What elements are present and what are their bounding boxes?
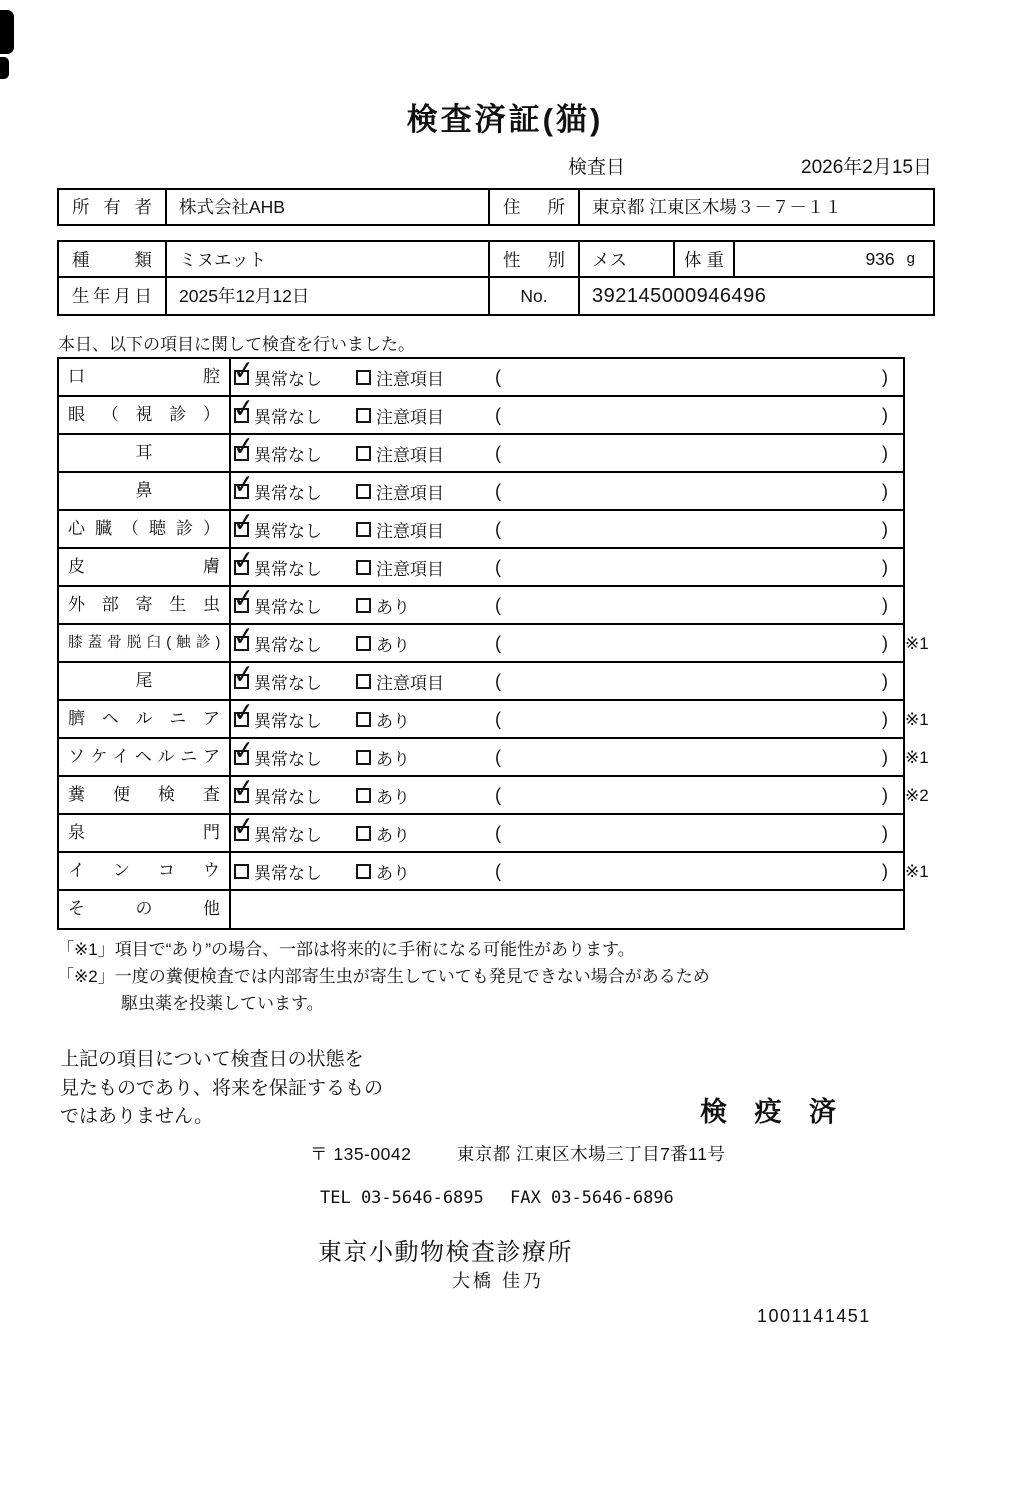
checklist-row [59,853,929,891]
option-label: 異常なし [254,407,322,427]
option-label: あり [376,597,410,617]
option-group [356,859,495,884]
option-label: 異常なし [254,787,322,807]
veterinarian-name: 大橋 佳乃 [452,1271,545,1291]
checkbox-unchecked [234,864,249,879]
note-mark: ※1 [905,748,929,767]
fax-number: FAX 03-5646-6896 [510,1188,674,1208]
checklist-item-label: 眼（視診） [59,397,231,433]
option-label: 異常なし [254,863,322,883]
option-label: あり [376,635,410,655]
checklist-item-options [231,511,903,547]
owner-label: 所有者 [59,190,167,224]
paren-open: ( [495,670,501,691]
paren-open: ( [495,784,501,805]
paren-close: ) [882,746,888,767]
paren-open: ( [495,822,501,843]
checkbox-checked [234,408,249,423]
disclaimer-line-1: 上記の項目について検査日の状態を [60,1049,364,1070]
pet-row-2 [59,278,933,314]
paren-open: ( [495,404,501,425]
option-group [234,783,356,808]
checklist-item-options [231,359,903,395]
checkbox-unchecked [356,788,371,803]
option-label: 異常なし [254,635,322,655]
disclaimer-line-2: 見たものであり、将来を保証するもの [60,1077,384,1099]
option-group [356,403,495,428]
quarantine-passed-stamp: 検 疫 済 [700,1097,847,1127]
option-label: 異常なし [254,559,322,579]
option-group [234,593,356,618]
option-group [356,783,495,808]
option-group [234,517,356,542]
paren-close: ) [882,404,888,425]
checklist-row [59,587,903,625]
weight-value-cell [735,242,933,276]
option-label: 注意項目 [376,407,444,427]
checklist-item-options [231,701,903,737]
disclaimer-text [60,1046,383,1132]
checklist-item-options [231,587,903,623]
checklist-row [59,891,903,928]
paren-close: ) [882,442,888,463]
option-label: あり [376,787,410,807]
footnote-2-continued: 駆虫薬を投薬しています。 [121,994,324,1013]
checkbox-checked [234,636,249,651]
checklist-row [59,815,903,853]
option-group [356,365,495,390]
inspection-date-value: 2026年2月15日 [801,157,932,178]
option-label: あり [376,825,410,845]
option-group [356,517,495,542]
checkbox-unchecked [356,712,371,727]
pet-row-1 [59,242,933,278]
option-label: 注意項目 [376,521,444,541]
address-value: 東京都 江東区木場３－７－１１ [592,197,842,217]
sex-value: メス [580,242,675,276]
footnote-1: 「※1」項目で“あり”の場合、一部は将来的に手術になる可能性があります。 [57,940,635,959]
checklist-item-label: 皮膚 [59,549,231,585]
checklist-item-options [231,739,903,775]
checklist-item-options [231,435,903,471]
checklist-item-options [231,777,903,813]
checkbox-unchecked [356,864,371,879]
paren-close: ) [882,366,888,387]
option-group [234,555,356,580]
option-group [234,669,356,694]
owner-value: 株式会社AHB [167,190,490,224]
checklist-item-label: 臍ヘルニア [59,701,231,737]
paren-open: ( [495,480,501,501]
checklist-item-options [231,663,903,699]
paren-close: ) [882,784,888,805]
checkbox-checked [234,826,249,841]
option-group [234,745,356,770]
option-label: 異常なし [254,483,322,503]
paren-open: ( [495,594,501,615]
footnotes [57,936,710,1017]
checkbox-checked [234,598,249,613]
checkbox-unchecked [356,598,371,613]
paren-open: ( [495,708,501,729]
paren-open: ( [495,366,501,387]
checklist-item-options [231,473,903,509]
option-label: 注意項目 [376,559,444,579]
checkbox-checked [234,674,249,689]
checkbox-checked [234,788,249,803]
checklist-row [59,511,903,549]
footnote-2: 「※2」一度の糞便検査では内部寄生虫が寄生していても発見できない場合があるため [57,967,710,986]
checklist-item-label: その他 [59,891,231,928]
checklist-row [59,777,929,815]
note-mark: ※1 [905,862,929,881]
checkbox-checked [234,522,249,537]
checklist-item-label: 泉門 [59,815,231,851]
checkbox-unchecked [356,750,371,765]
paren-open: ( [495,556,501,577]
checklist-row [59,397,903,435]
paren-close: ) [882,480,888,501]
checkbox-checked [234,370,249,385]
checklist-item-label: インコウ [59,853,231,889]
checklist-row [59,359,903,397]
paren-close: ) [882,708,888,729]
option-label: 異常なし [254,711,322,731]
option-group [356,745,495,770]
no-label: No. [490,278,580,314]
option-group [234,707,356,732]
weight-label: 体重 [675,242,735,276]
note-mark: ※1 [905,634,929,653]
paren-close: ) [882,594,888,615]
checkbox-unchecked [356,674,371,689]
checkbox-checked [234,750,249,765]
paren-open: ( [495,442,501,463]
scan-artifact [0,10,14,54]
option-label: あり [376,711,410,731]
note-mark: ※2 [905,786,929,805]
checklist-item-label: 外部寄生虫 [59,587,231,623]
breed-value: ミヌエット [167,242,490,276]
option-label: 異常なし [254,673,322,693]
checklist-item-options [231,853,903,889]
paren-close: ) [882,670,888,691]
paren-close: ) [882,632,888,653]
option-label: あり [376,863,410,883]
checklist-item-options [231,549,903,585]
checklist-item-label: 口腔 [59,359,231,395]
checklist-row [59,549,903,587]
checklist-row [59,739,929,777]
option-group [356,479,495,504]
scan-artifact [0,57,9,79]
option-group [356,555,495,580]
birthdate-label: 生年月日 [59,278,167,314]
document-serial-number: 1001141451 [757,1306,871,1326]
option-label: 注意項目 [376,369,444,389]
checkbox-unchecked [356,408,371,423]
option-label: 異常なし [254,825,322,845]
paren-open: ( [495,518,501,539]
birthdate-value: 2025年12月12日 [167,278,490,314]
page-title: 検査済証(猫) [406,102,604,137]
paren-close: ) [882,860,888,881]
weight-unit: g [906,250,915,267]
clinic-name: 東京小動物検査診療所 [318,1239,573,1266]
checklist-item-label: 耳 [59,435,231,471]
option-label: 異常なし [254,521,322,541]
checklist-row [59,625,929,663]
checklist-item-options [231,397,903,433]
street-address: 東京都 江東区木場三丁目7番11号 [456,1144,726,1164]
checklist-item-label: 尾 [59,663,231,699]
paren-close: ) [882,556,888,577]
option-group [234,441,356,466]
clinic-phone-line [320,1188,674,1208]
option-group [356,441,495,466]
paren-open: ( [495,746,501,767]
owner-table [57,188,935,226]
disclaimer-line-3: ではありません。 [60,1106,214,1127]
checkbox-unchecked [356,484,371,499]
option-label: 異常なし [254,445,322,465]
address-label: 住所 [490,190,580,224]
option-group [234,859,356,884]
option-group [234,365,356,390]
checklist-row [59,663,903,701]
tel-number: TEL 03-5646-6895 [320,1188,484,1208]
inspection-date-label: 検査日 [568,157,626,178]
checklist-table [57,357,929,930]
weight-value: 936 [865,249,895,269]
option-group [356,669,495,694]
paren-open: ( [495,860,501,881]
checklist-item-options [231,815,903,851]
checklist-row [59,701,929,739]
option-group [234,403,356,428]
checklist-row [59,473,903,511]
paren-open: ( [495,632,501,653]
option-label: 異常なし [254,749,322,769]
checklist-item-label: 糞便検査 [59,777,231,813]
checklist-item-options [231,625,903,661]
checkbox-unchecked [356,370,371,385]
checkbox-checked [234,712,249,727]
option-label: 注意項目 [376,483,444,503]
option-group [356,821,495,846]
note-mark: ※1 [905,710,929,729]
checklist-item-options [231,891,903,928]
checklist-item-label: 膝蓋骨脱臼(触診) [59,625,231,661]
option-label: 注意項目 [376,445,444,465]
checklist-intro: 本日、以下の項目に関して検査を行いました。 [58,335,415,354]
option-group [356,631,495,656]
postal-code: 〒 135-0042 [310,1144,412,1164]
option-label: あり [376,749,410,769]
checkbox-unchecked [356,826,371,841]
clinic-postal-address [310,1141,725,1166]
sex-label: 性別 [490,242,580,276]
paren-close: ) [882,518,888,539]
owner-row [59,190,933,224]
checkbox-unchecked [356,560,371,575]
inspection-date-row [568,152,932,179]
checklist-item-label: 鼻 [59,473,231,509]
pet-table [57,240,935,316]
option-label: 異常なし [254,597,322,617]
checkbox-unchecked [356,446,371,461]
option-label: 異常なし [254,369,322,389]
option-group [356,707,495,732]
option-group [234,479,356,504]
breed-label: 種類 [59,242,167,276]
checkbox-checked [234,560,249,575]
option-group [356,593,495,618]
checklist-item-label: 心臓（聴診） [59,511,231,547]
checklist-row [59,435,903,473]
checklist-item-label: ソケイヘルニア [59,739,231,775]
checkbox-unchecked [356,636,371,651]
option-group [234,821,356,846]
paren-close: ) [882,822,888,843]
checkbox-unchecked [356,522,371,537]
checkbox-checked [234,446,249,461]
option-group [234,631,356,656]
microchip-number: 392145000946496 [592,285,767,307]
checkbox-checked [234,484,249,499]
option-label: 注意項目 [376,673,444,693]
